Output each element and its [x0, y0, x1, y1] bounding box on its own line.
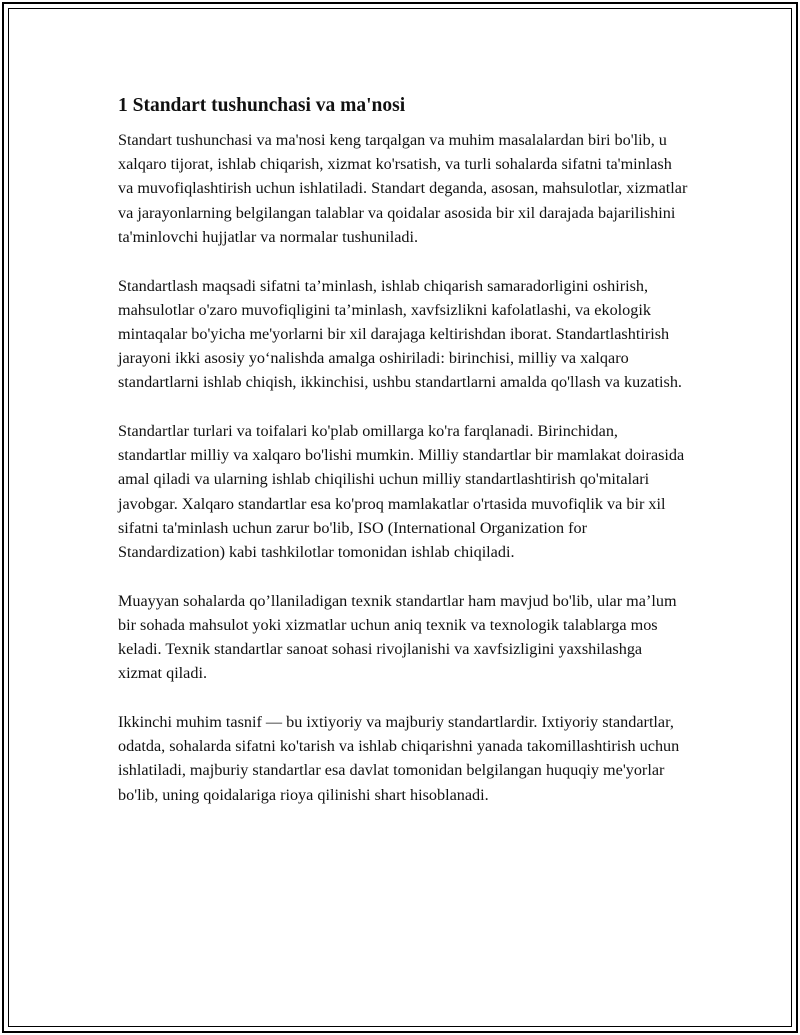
paragraph-5: Ikkinchi muhim tasnif — bu ixtiyoriy va majburiy standartlardir. Ixtiyoriy standartlar, odatda, sohalarda sifatni ko'tarish va ishlab chiqarishni yanada takomillashtirish uchun ishlatiladi, majburiy standartlar esa davlat tomonidan belgilangan huquqiy me'yorlar bo'lib, uning qoidalariga rioya qilinishi shart hisoblanadi. [118, 713, 680, 804]
paragraph-3: Standartlar turlari va toifalari ko'plab omillarga ko'ra farqlanadi. Birinchidan, standartlar milliy va xalqaro bo'lishi mumkin. Milliy standartlar bir mamlakat doirasida amal qiladi va ularning ishlab chiqilishi uchun milliy standartlashtirish qo'mitalari javobgar. Xalqaro standartlar esa ko'proq mamlakatlar o'rtasida muvofiqlik va bir xil sifatni ta'minlash uchun zarur bo'lib, ISO (International Organization for Standardization) kabi tashkilotlar tomonidan ishlab chiqiladi. [118, 422, 685, 562]
paragraph-1: Standart tushunchasi va ma'nosi keng tarqalgan va muhim masalalardan biri bo'lib, u xalqaro tijorat, ishlab chiqarish, xizmat ko'rsatish, va turli sohalarda sifatni ta'minlash va muvofiqlashtirish uchun ishlatiladi. Standart deganda, asosan, mahsulotlar, xizmatlar va jarayonlarning belgilangan talablar va qoidalar asosida bir xil darajada bajarilishini ta'minlovchi hujjatlar va normalar tushuniladi. [118, 131, 688, 246]
section-heading: 1 Standart tushunchasi va ma'nosi [118, 95, 406, 116]
paragraph-4: Muayyan sohalarda qo’llaniladigan texnik standartlar ham mavjud bo'lib, ular ma’lum bir sohada mahsulot yoki xizmatlar uchun aniq texnik va texnologik talablarga mos keladi. Texnik standartlar sanoat sohasi rivojlanishi va xavfsizligini yaxshilashga xizmat qiladi. [118, 591, 677, 683]
document-body [118, 93, 690, 831]
paragraph-2: Standartlash maqsadi sifatni ta’minlash, ishlab chiqarish samaradorligini oshirish, mahsulotlar o'zaro muvofiqligini ta’minlash, xavfsizlikni kafolatlashi, va ekologik mintaqalar bo'yicha me'yorlarni bir xil darajaga keltirishdan iborat. Standartlashtirish jarayoni ikki asosiy yo‘nalishda amalga oshiriladi: birinchisi, milliy va xalqaro standartlarni ishlab chiqish, ikkinchisi, ushbu standartlarni amalda qo'llash va kuzatish. [118, 276, 682, 392]
